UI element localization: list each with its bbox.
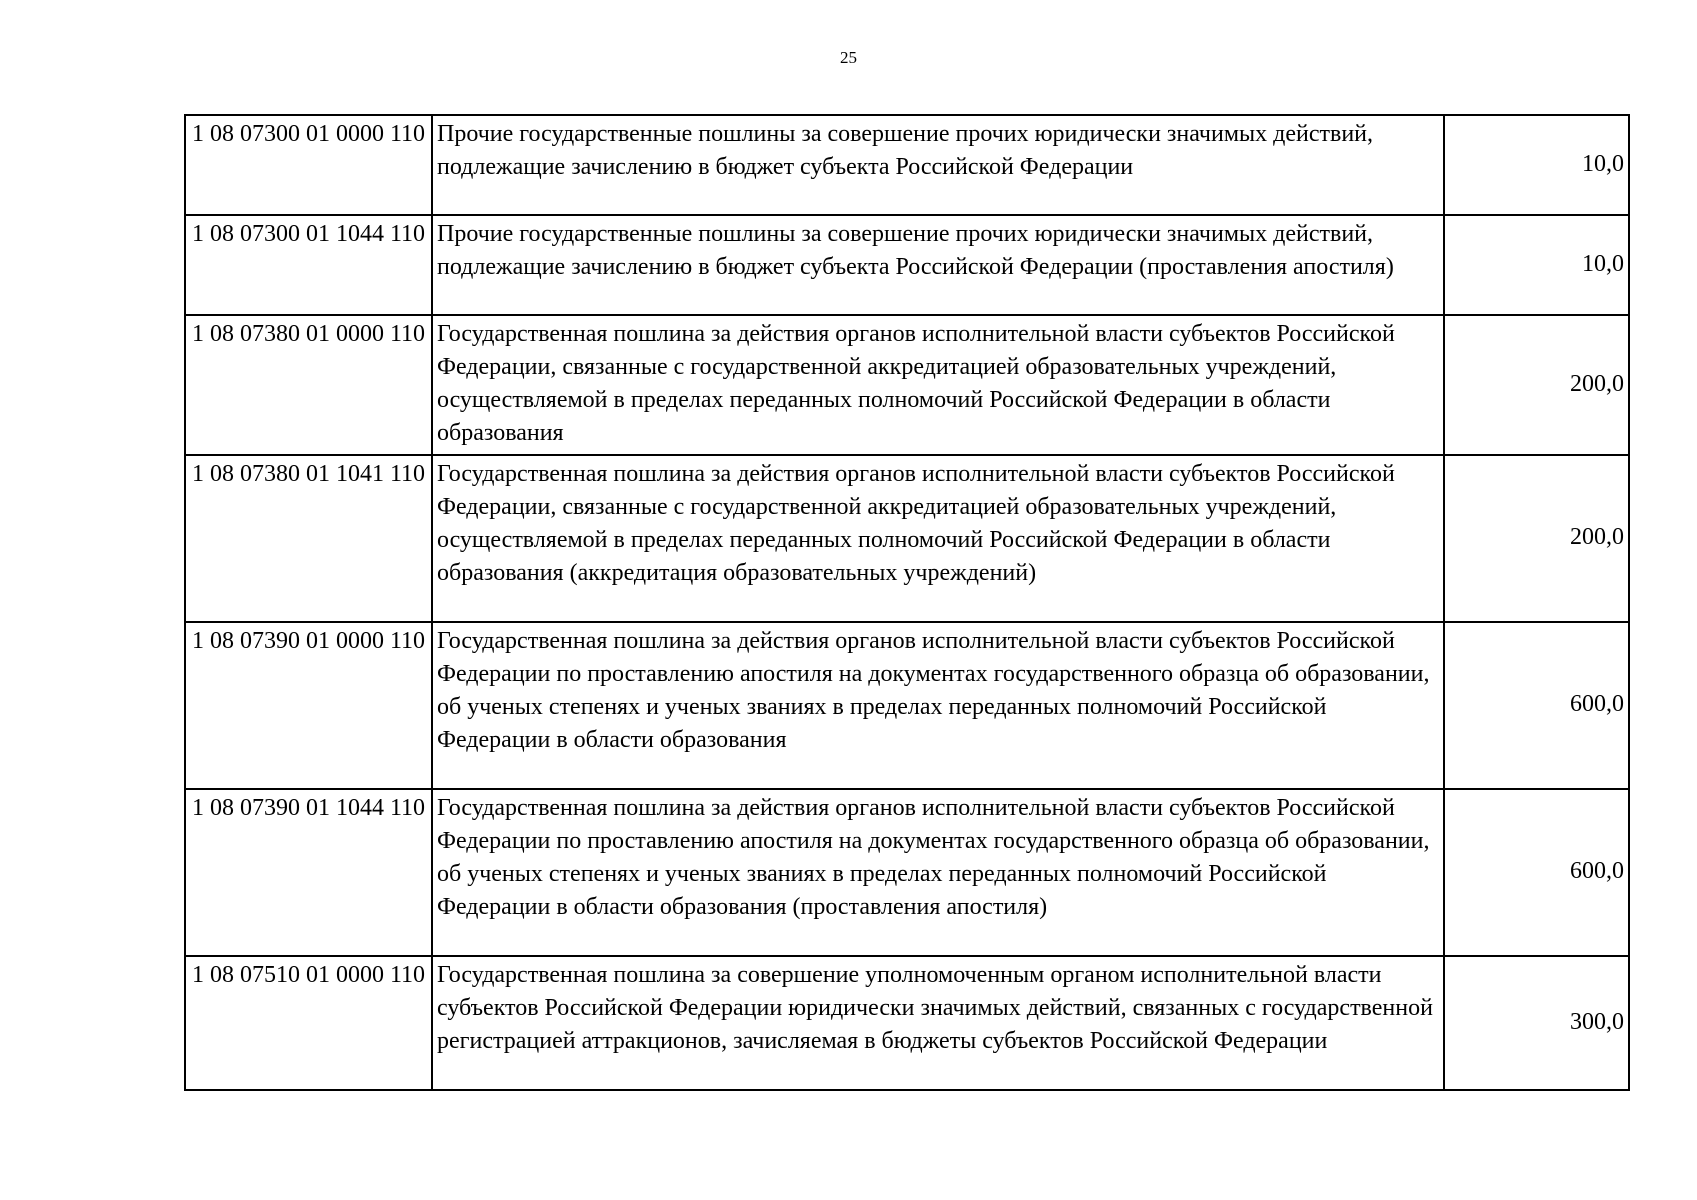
revenue-code-cell: 1 08 07300 01 1044 110 xyxy=(185,215,432,315)
revenue-code-cell: 1 08 07510 01 0000 110 xyxy=(185,956,432,1090)
table-row xyxy=(185,622,1629,789)
revenue-code-cell: 1 08 07380 01 1041 110 xyxy=(185,455,432,622)
revenue-code-cell: 1 08 07380 01 0000 110 xyxy=(185,315,432,455)
revenue-code-cell: 1 08 07390 01 0000 110 xyxy=(185,622,432,789)
table-row xyxy=(185,789,1629,956)
revenue-table xyxy=(184,114,1630,1091)
table-row xyxy=(185,315,1629,455)
revenue-description-cell: Государственная пошлина за действия органов исполнительной власти субъектов Российской Федерации, связанные с государственной аккредитацией образовательных учреждений, осуществляемой в пределах переданных полномочий Российской Федерации в области образования xyxy=(432,315,1444,455)
revenue-description-cell: Государственная пошлина за совершение уполномоченным органом исполнительной власти субъектов Российской Федерации юридически значимых действий, связанных с государственной регистрацией аттракционов, зачисляемая в бюджеты субъектов Российской Федерации xyxy=(432,956,1444,1090)
table-row xyxy=(185,956,1629,1090)
revenue-description-cell: Прочие государственные пошлины за совершение прочих юридически значимых действий, подлежащие зачислению в бюджет субъекта Российской Федерации (проставления апостиля) xyxy=(432,215,1444,315)
revenue-amount-cell: 10,0 xyxy=(1444,115,1629,215)
revenue-amount-cell: 10,0 xyxy=(1444,215,1629,315)
revenue-amount-cell: 200,0 xyxy=(1444,455,1629,622)
revenue-amount-cell: 600,0 xyxy=(1444,789,1629,956)
table-row xyxy=(185,455,1629,622)
revenue-description-cell: Прочие государственные пошлины за совершение прочих юридически значимых действий, подлежащие зачислению в бюджет субъекта Российской Федерации xyxy=(432,115,1444,215)
revenue-amount-cell: 600,0 xyxy=(1444,622,1629,789)
page-number: 25 xyxy=(840,48,857,67)
revenue-amount-cell: 200,0 xyxy=(1444,315,1629,455)
revenue-description-cell: Государственная пошлина за действия органов исполнительной власти субъектов Российской Федерации по проставлению апостиля на документах государственного образца об образовании, об ученых степенях и ученых званиях в пределах переданных полномочий Российской Федерации в области образования xyxy=(432,622,1444,789)
table-row xyxy=(185,215,1629,315)
revenue-amount-cell: 300,0 xyxy=(1444,956,1629,1090)
revenue-code-cell: 1 08 07300 01 0000 110 xyxy=(185,115,432,215)
revenue-description-cell: Государственная пошлина за действия органов исполнительной власти субъектов Российской Федерации, связанные с государственной аккредитацией образовательных учреждений, осуществляемой в пределах переданных полномочий Российской Федерации в области образования (аккредитация образовательных учреждений) xyxy=(432,455,1444,622)
table-row xyxy=(185,115,1629,215)
revenue-description-cell: Государственная пошлина за действия органов исполнительной власти субъектов Российской Федерации по проставлению апостиля на документах государственного образца об образовании, об ученых степенях и ученых званиях в пределах переданных полномочий Российской Федерации в области образования (проставления апостиля) xyxy=(432,789,1444,956)
revenue-code-cell: 1 08 07390 01 1044 110 xyxy=(185,789,432,956)
